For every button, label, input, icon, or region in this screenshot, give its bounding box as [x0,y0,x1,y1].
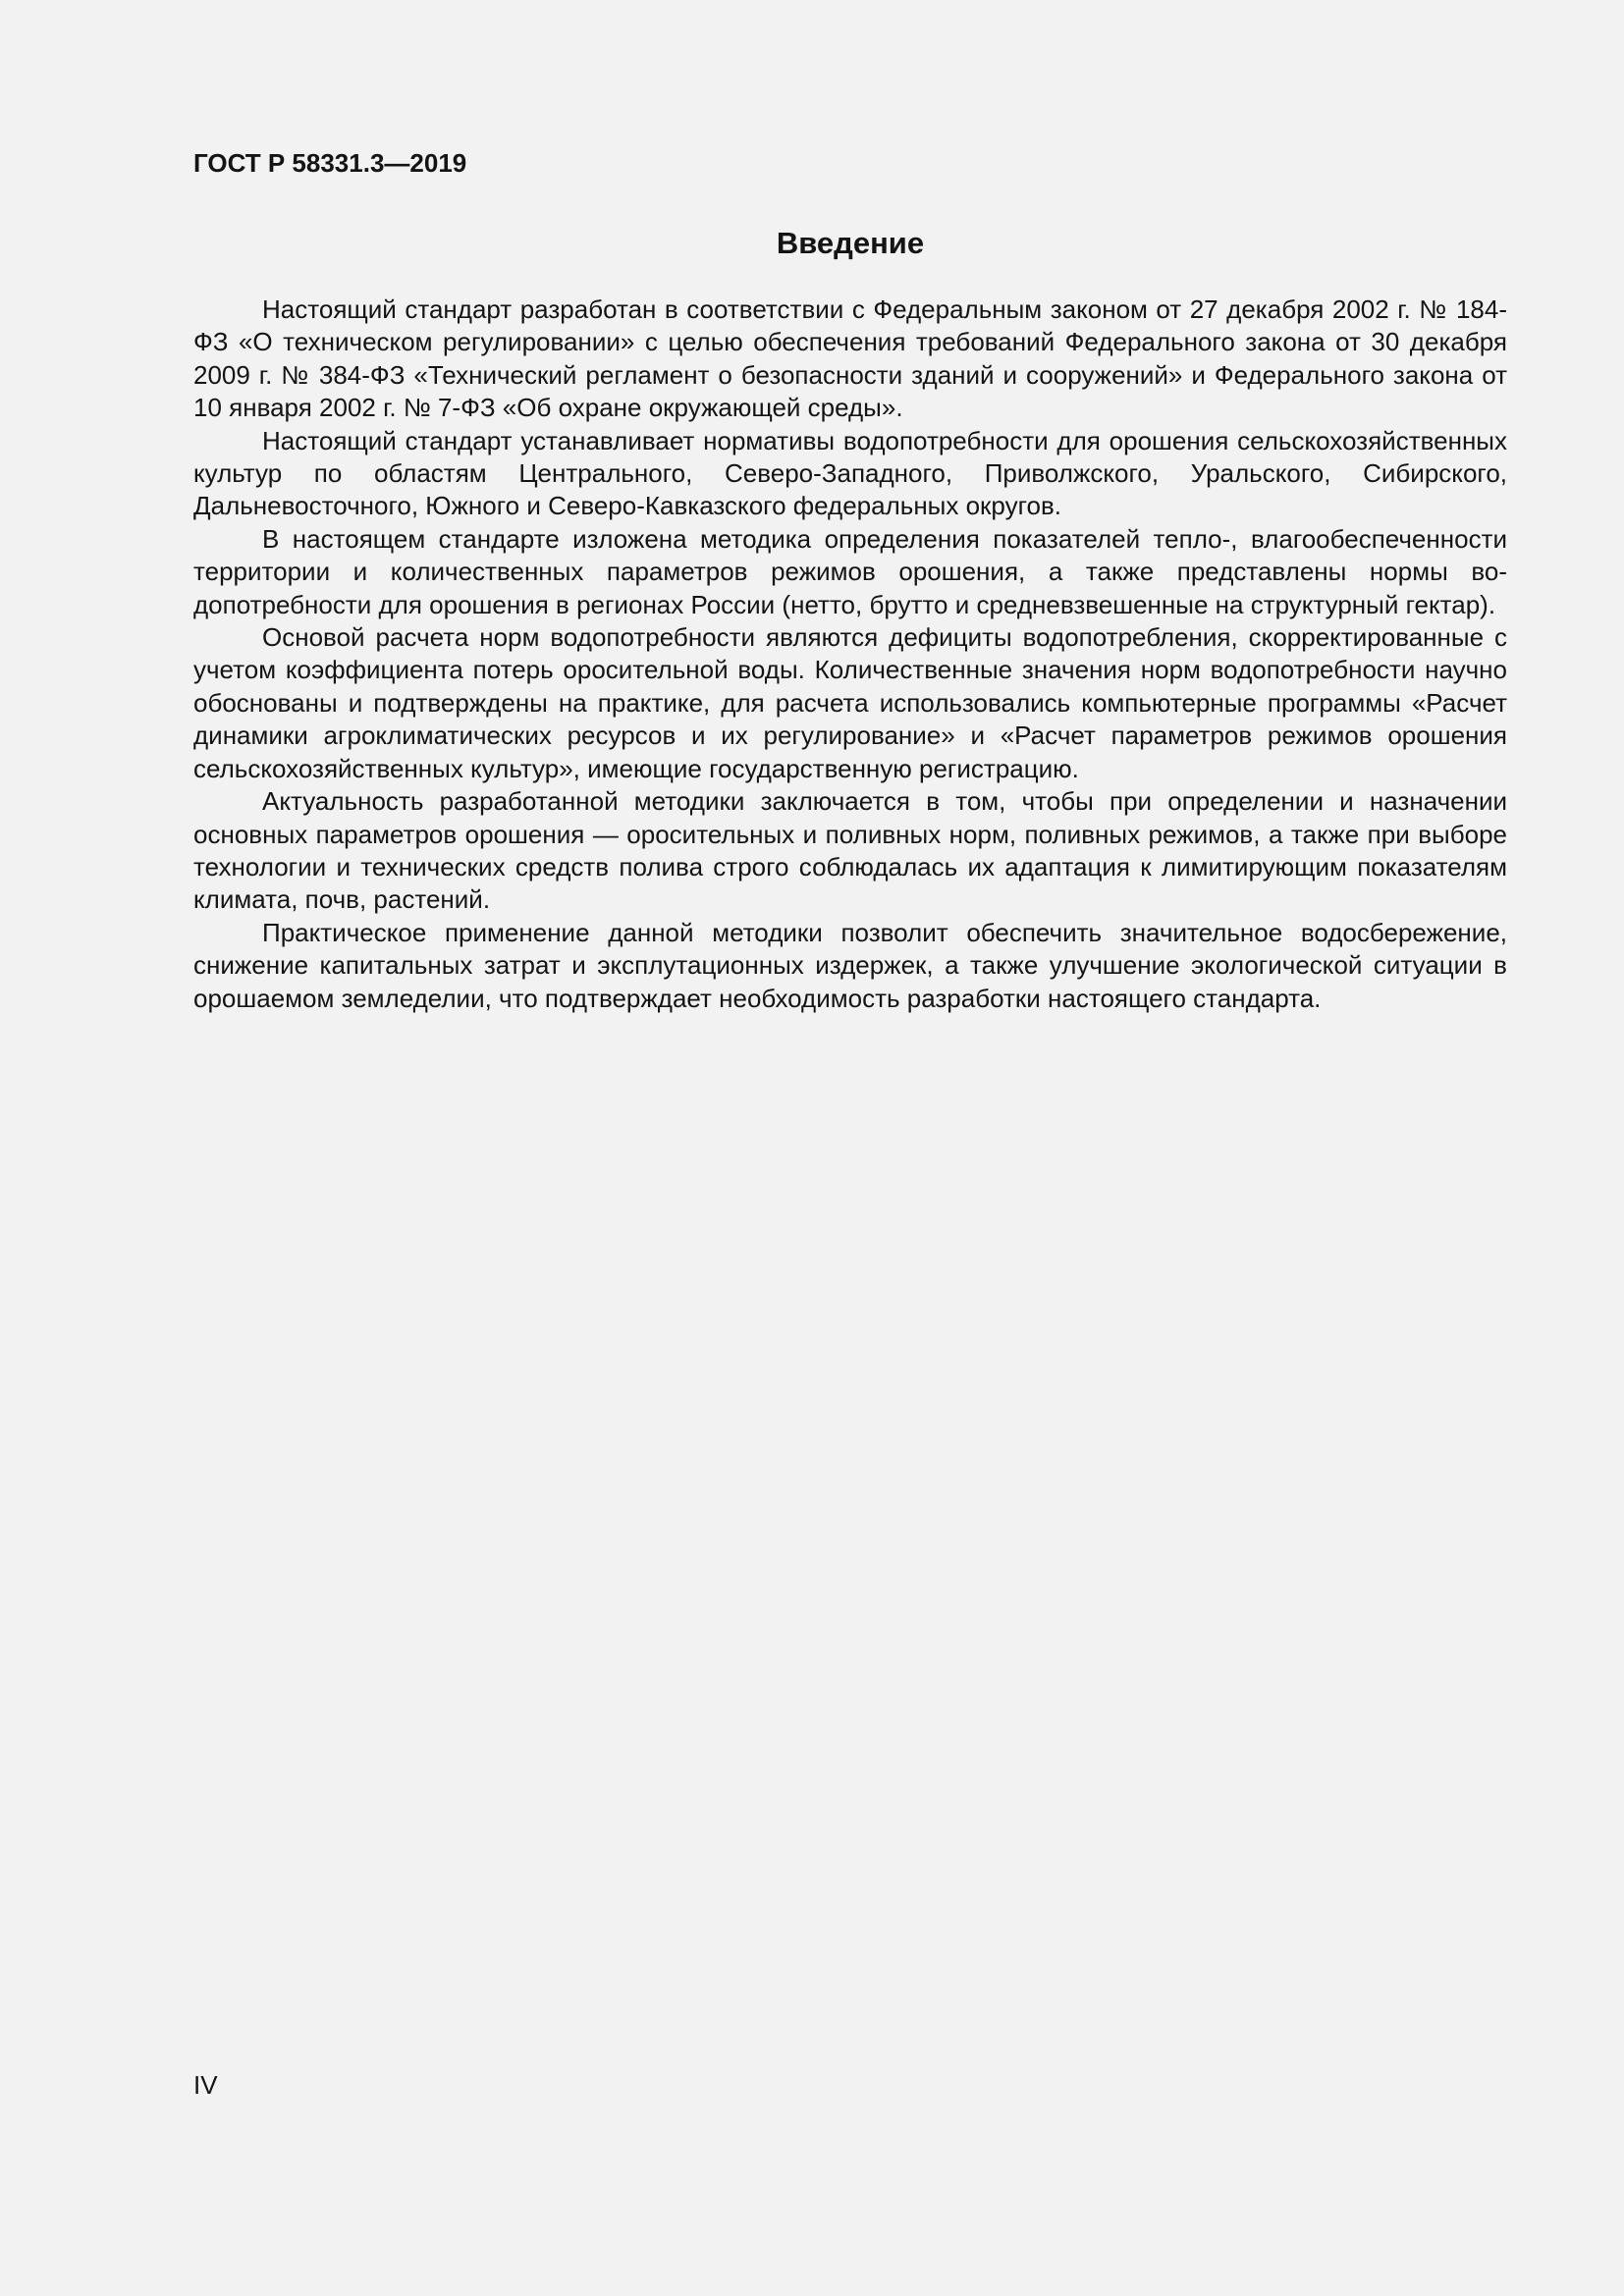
section-body [193,294,1507,1015]
paragraph: Актуальность разработанной методики заключается в том, чтобы при определении и назначении основных параметров орошения — оросительных и поливных норм, поливных режимов, а также при выборе технологии и технических средств полива строго соблюдалась их адаптация к лимитирующим показателям климата, почв, растений. [193,786,1507,915]
paragraph: В настоящем стандарте изложена методика определения показателей тепло-, влагообеспеченности территории и количественных параметров режимов орошения, а также представлены нормы водопотребности для орошения в регионах России (нетто, брутто и средневзвешенные на структурный гектар). [193,523,1507,619]
section-title: Введение [776,226,925,260]
page-number: IV [193,2070,218,2100]
paragraph: Практическое применение данной методики позволит обеспечить значительное водосбережение, снижение капитальных затрат и эксплутационных издержек, а также улучшение экологической ситуации в орошаемом земледелии, что подтверждает необходимость разработки настоящего стандарта. [193,917,1507,1013]
paragraph: Настоящий стандарт устанавливает нормативы водопотребности для орошения сельскохозяйственных культур по областям Центрального, Северо-Западного, Приволжского, Уральского, Сибирского, Дальневосточного, Южного и Северо-Кавказского федеральных округов. [193,425,1507,521]
paragraph: Основой расчета норм водопотребности являются дефициты водопотребления, скорректированные с учетом коэффициента потерь оросительной воды. Количественные значения норм водопотребности научно обоснованы и подтверждены на практике, для расчета использовались компьютерные программы «Расчет динамики агроклиматических ресурсов и их регулирование» и «Расчет параметров режимов орошения сельскохозяйственных культур», имеющие государственную регистрацию. [193,622,1507,783]
paragraph: Настоящий стандарт разработан в соответствии с Федеральным законом от 27 декабря 2002 г. № 184-ФЗ «О техническом регулировании» с целью обеспечения требований Федерального закона от 30 декабря 2009 г. № 384-ФЗ «Технический регламент о безопасности зданий и сооружений» и Федерального закона от 10 января 2002 г. № 7-ФЗ «Об охране окружающей среды». [193,294,1507,423]
document-code: ГОСТ Р 58331.3—2019 [193,148,467,178]
